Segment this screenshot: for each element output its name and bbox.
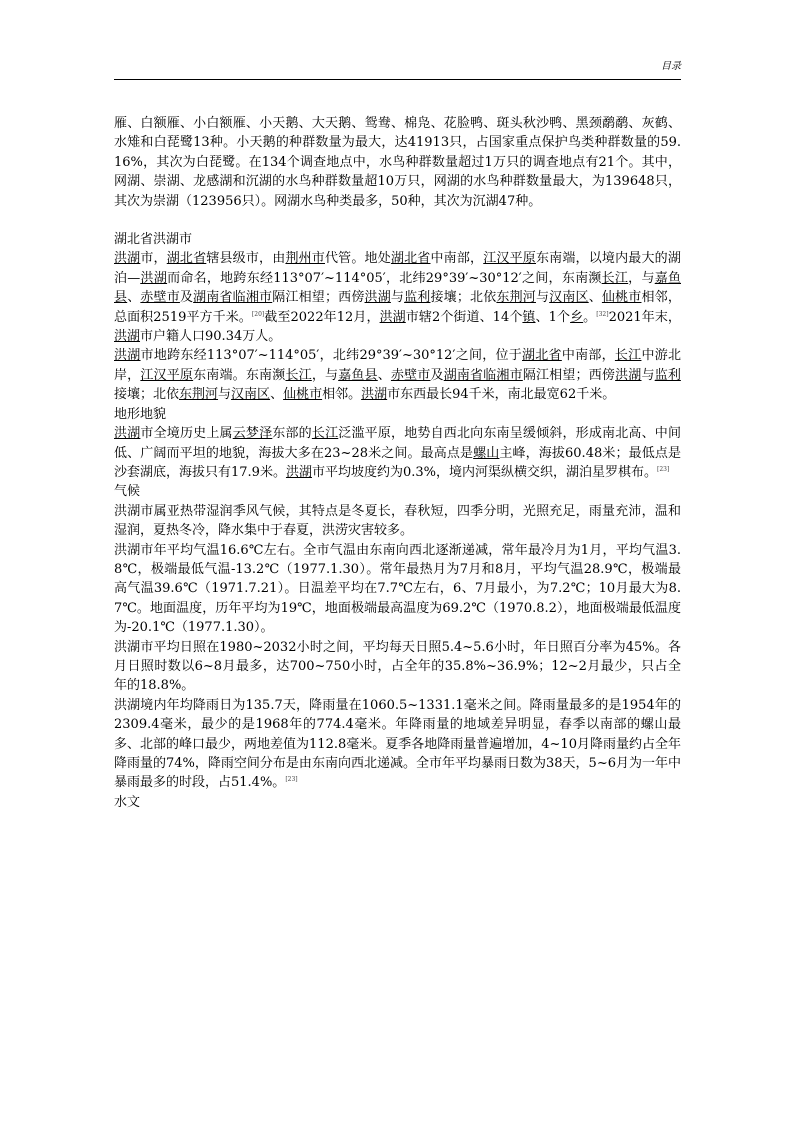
section-heading-climate: 气候: [114, 484, 141, 500]
paragraph-honghu-overview: 洪湖市，湖北省辖县级市，由荆州市代管。地处湖北省中南部，江汉平原东南端，以境内最大的湖泊—洪湖而命名，地跨东经113°07′~114°05′，北纬29°39′~30°12′之间，东南濒长江，与嘉鱼县、赤壁市及湖南省临湘市隔江相望；西傍洪湖与监利接壤；北依东荆河与汉南区、仙桃市相邻，总面积2519平方千米。[20]截至2022年12月，洪湖市辖2个街道、14个镇、1个乡。[32]2021年末，洪湖市户籍人口90.34万人。: [114, 251, 681, 345]
section-heading-honghu: 湖北省洪湖市: [114, 232, 193, 248]
paragraph-rainfall: 洪湖境内年均降雨日为135.7天，降雨量在1060.5~1331.1毫米之间。降雨量最多的是1954年的2309.4毫米，最少的是1968年的774.4毫米。年降雨量的地域差异明显，春季以南部的螺山最多、北部的峰口最少，两地差值为112.8毫米。夏季各地降雨量普遍增加，4~10月降雨量约占全年降雨量的74%，降雨空间分布是由东南向西北递减。全市年平均暴雨日数为38天，5~6月为一年中暴雨最多的时段，占51.4%。[23]: [114, 697, 681, 791]
paragraph-honghu-location: 洪湖市地跨东经113°07′~114°05′，北纬29°39′~30°12′之间，位于湖北省中南部，长江中游北岸，江汉平原东南端。东南濒长江，与嘉鱼县、赤壁市及湖南省临湘市隔江相望；西傍洪湖与监利接壤；北依东荆河与汉南区、仙桃市相邻。洪湖市东西最长94千米，南北最宽62千米。: [114, 348, 681, 403]
paragraph-waterbirds: 雁、白额雁、小白额雁、小天鹅、大天鹅、鸳鸯、棉凫、花脸鸭、斑头秋沙鸭、黑颈鹬鹬、灰鹤、水雉和白琵鹭13种。小天鹅的种群数量为最大，达41913只，占国家重点保护鸟类种群数量的59.16%，其次为白琵鹭。在134个调查地点中，水鸟种群数量超过1万只的调查地点有21个。其中，网湖、崇湖、龙感湖和沉湖的水鸟种群数量超10万只，网湖的水鸟种群数量最大，为139648只，其次为崇湖（123956只）。网湖水鸟种类最多，50种，其次为沉湖47种。: [114, 116, 681, 209]
paragraph-sunshine: 洪湖市平均日照在1980~2032小时之间，平均每天日照5.4~5.6小时，年日照百分率为45%。各月日照时数以6~8月最多，达700~750小时，占全年的35.8%~36.9%；12~2月最少，只占全年的18.8%。: [114, 639, 681, 694]
document-body: [114, 114, 681, 812]
paragraph-temperature: 洪湖市年平均气温16.6℃左右。全市气温由东南向西北逐渐递减，常年最冷月为1月，平均气温3.8℃，极端最低气温-13.2℃（1977.1.30）。常年最热月为7月和8月，平均气温28.9℃，极端最高气温39.6℃（1971.7.21）。日温差平均在7.7℃左右，6、7月最小，为7.2℃；10月最大为8.7℃。地面温度，历年平均为19℃，地面极端最高温度为69.2℃（1970.8.2），地面极端最低温度为-20.1℃（1977.1.30）。: [114, 542, 681, 636]
section-heading-terrain: 地形地貌: [114, 406, 167, 422]
page-header: [114, 55, 681, 80]
paragraph-terrain: 洪湖市全境历史上属云梦泽东部的长江泛滥平原，地势自西北向东南呈缓倾斜，形成南北高、中间低、广阔而平坦的地貌，海拔大多在23~28米之间。最高点是螺山主峰，海拔60.48米；最低点是沙套湖底，海拔只有17.9米。洪湖市平均坡度约为0.3%，境内河渠纵横交织，湖泊星罗棋布。[23]: [114, 426, 681, 480]
paragraph-climate-summary: 洪湖市属亚热带湿润季风气候，其特点是冬夏长，春秋短，四季分明，光照充足，雨量充沛，温和湿润，夏热冬冷，降水集中于春夏，洪涝灾害较多。: [114, 503, 681, 539]
header-title: 目录: [661, 61, 681, 72]
paragraph-spacer: [114, 211, 681, 230]
section-heading-hydrology: 水文: [114, 794, 141, 810]
